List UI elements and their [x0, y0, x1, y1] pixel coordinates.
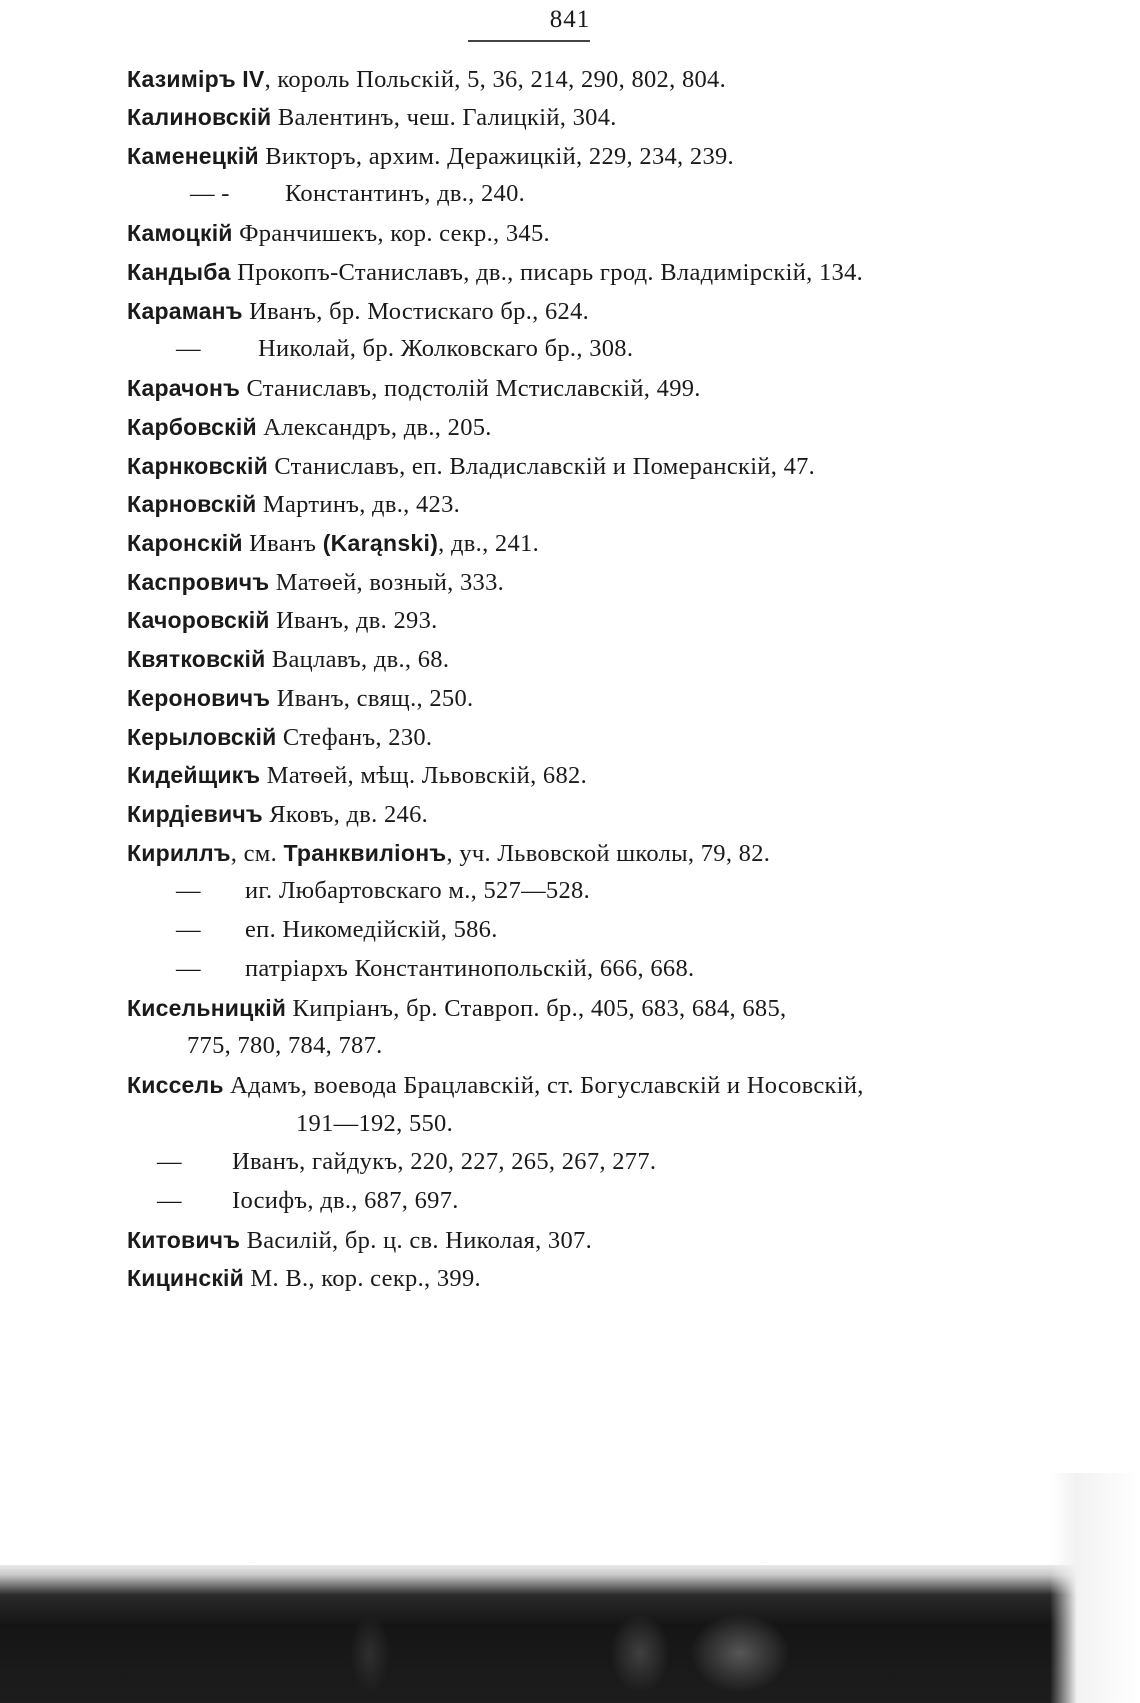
- entry-surname: Качоровскiй: [127, 607, 270, 633]
- scan-book-edge: [0, 1565, 1140, 1703]
- entry-text: Iосифъ, дв., 687, 697.: [232, 1187, 459, 1214]
- entry-text: патрiархъ Константинопольскiй, 666, 668.: [245, 955, 695, 982]
- entry-text: , король Польскiй, 5, 36, 214, 290, 802, 804.: [264, 66, 727, 93]
- ditto-dash: —: [176, 955, 201, 982]
- index-entry: [127, 487, 460, 522]
- scan-shadow: [350, 1613, 390, 1693]
- ditto-dash: — -: [190, 180, 230, 207]
- entry-text: Иванъ, бр. Мостискаго бр., 624.: [242, 298, 590, 325]
- index-entry: [127, 449, 815, 484]
- index-entry: [127, 100, 617, 135]
- index-entry: [127, 410, 492, 445]
- entry-text: Яковъ, дв. 246.: [262, 801, 429, 828]
- index-entry: [127, 836, 770, 871]
- entry-text: Вацлавъ, дв., 68.: [265, 646, 450, 673]
- index-entry: [127, 1068, 864, 1103]
- index-entry: [127, 642, 449, 677]
- entry-surname: Карбовскiй: [127, 414, 257, 440]
- entry-text: Валентинъ, чеш. Галицкiй, 304.: [271, 104, 617, 131]
- entry-text: Александръ, дв., 205.: [256, 414, 492, 441]
- entry-surname: Китовичъ: [127, 1227, 241, 1253]
- entry-text: Викторъ, архим. Деражицкiй, 229, 234, 239.: [258, 143, 734, 170]
- entry-latin-spelling: (Karąnski): [322, 530, 439, 556]
- entry-text: Иванъ, гайдукъ, 220, 227, 265, 267, 277.: [232, 1148, 657, 1175]
- entry-surname: Казимiръ: [127, 66, 236, 92]
- page-number: 841: [549, 6, 591, 33]
- entry-surname: Квятковскiй: [127, 646, 266, 672]
- entry-surname: Каменецкiй: [127, 143, 259, 169]
- index-entry: [127, 1223, 592, 1258]
- entry-text: Василiй, бр. ц. св. Николая, 307.: [240, 1227, 593, 1254]
- index-entry: [127, 603, 438, 638]
- entry-text: Франчишекъ, кор. секр., 345.: [232, 220, 550, 247]
- entry-surname: Караманъ: [127, 298, 243, 324]
- ditto-dash: —: [176, 916, 201, 943]
- entry-text: Адамъ, воевода Брацлавскiй, ст. Богуславскiй и Носовскiй,: [223, 1072, 864, 1099]
- entry-text: Иванъ, свящ., 250.: [270, 685, 474, 712]
- entry-text: , дв., 241.: [438, 530, 540, 557]
- entry-surname: Карновскiй: [127, 491, 257, 517]
- index-entry: [127, 255, 863, 290]
- entry-surname: Карнковскiй: [127, 453, 268, 479]
- entry-text: Иванъ: [242, 530, 323, 557]
- entry-surname: Кисельницкiй: [127, 995, 287, 1021]
- index-entry: [127, 371, 701, 406]
- scan-shadow: [690, 1613, 790, 1693]
- scan-page-corner: [1050, 1473, 1140, 1703]
- entry-text: иг. Любартовскаго м., 527—528.: [245, 877, 590, 904]
- ditto-dash: —: [157, 1187, 182, 1214]
- index-entry: [127, 294, 589, 329]
- index-entry: [127, 681, 473, 716]
- entry-surname: Кириллъ: [127, 840, 231, 866]
- entry-surname: Кероновичъ: [127, 685, 271, 711]
- entry-surname: Кирдiевичъ: [127, 801, 263, 827]
- entry-surname: Карачонъ: [127, 375, 241, 401]
- index-entry: [127, 1261, 481, 1296]
- entry-text: Константинъ, дв., 240.: [285, 180, 526, 207]
- entry-surname: Керыловскiй: [127, 724, 277, 750]
- index-entry: [127, 526, 539, 561]
- entry-surname: Кандыба: [127, 259, 231, 285]
- entry-text: Иванъ, дв. 293.: [269, 607, 438, 634]
- entry-surname: Кидейщикъ: [127, 762, 261, 788]
- entry-text: Прокопъ-Станиславъ, дв., писарь грод. Владимiрскiй, 134.: [230, 259, 864, 286]
- entry-surname: Камоцкiй: [127, 220, 233, 246]
- entry-text: М. В., кор. секр., 399.: [243, 1265, 481, 1292]
- index-entry: [127, 991, 786, 1026]
- index-entry: [127, 139, 734, 174]
- entry-text: Стефанъ, 230.: [276, 724, 433, 751]
- entry-cross-reference: Транквилiонъ: [283, 840, 447, 866]
- entry-roman-numeral: IV: [242, 66, 265, 92]
- index-entry: [127, 758, 587, 793]
- entry-text: Мартинъ, дв., 423.: [256, 491, 461, 518]
- index-entry: [127, 62, 726, 97]
- entry-text: Станиславъ, подстолiй Мстиславскiй, 499.: [240, 375, 701, 402]
- entry-text: Николай, бр. Жолковскаго бр., 308.: [258, 335, 634, 362]
- entry-text: 191—192, 550.: [296, 1110, 454, 1137]
- entry-text: Станиславъ, еп. Владиславскiй и Померанскiй, 47.: [267, 453, 816, 480]
- entry-surname: Кицинскiй: [127, 1265, 244, 1291]
- entry-text: Матѳей, мѣщ. Львовскiй, 682.: [260, 762, 587, 789]
- index-entry: [127, 216, 550, 251]
- index-entry: [127, 720, 432, 755]
- entry-text: Матѳей, возный, 333.: [269, 569, 505, 596]
- entry-text: , см.: [230, 840, 284, 867]
- entry-surname: Каронскiй: [127, 530, 243, 556]
- page-number-rule: [468, 40, 590, 42]
- entry-surname: Киссель: [127, 1072, 224, 1098]
- ditto-dash: —: [176, 877, 201, 904]
- index-entry: [127, 797, 428, 832]
- entry-surname: Каспровичъ: [127, 569, 270, 595]
- ditto-dash: —: [157, 1148, 182, 1175]
- entry-text: 775, 780, 784, 787.: [187, 1032, 383, 1059]
- index-entry: [127, 565, 504, 600]
- scan-shadow: [610, 1613, 670, 1693]
- entry-surname: Калиновскiй: [127, 104, 272, 130]
- entry-text: , уч. Львовской школы, 79, 82.: [446, 840, 771, 867]
- ditto-dash: —: [176, 335, 201, 362]
- entry-text: еп. Никомедiйскiй, 586.: [245, 916, 498, 943]
- entry-text: Кипрiанъ, бр. Ставроп. бр., 405, 683, 684, 685,: [286, 995, 787, 1022]
